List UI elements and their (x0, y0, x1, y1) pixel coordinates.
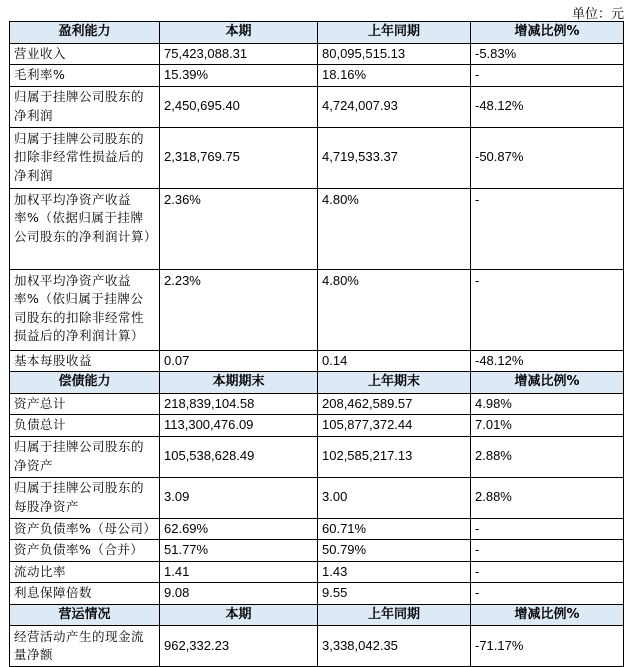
change-value: 4.98% (471, 393, 624, 415)
change-value: - (471, 583, 624, 605)
header-cell: 偿债能力 (10, 372, 160, 394)
change-value: 2.88% (471, 477, 624, 518)
table-row (10, 393, 624, 415)
row-label: 经营活动产生的现金流量净额 (10, 626, 160, 667)
row-label: 加权平均净资产收益率%（依归属于挂牌公司股东的扣除非经常性损益后的净利润计算） (10, 269, 160, 350)
current-value: 3.09 (160, 477, 318, 518)
header-cell: 上年期末 (318, 372, 471, 394)
prior-value: 4.80% (318, 269, 471, 350)
row-label: 利息保障倍数 (10, 583, 160, 605)
change-value: - (471, 540, 624, 562)
current-value: 2,450,695.40 (160, 86, 318, 127)
prior-value: 80,095,515.13 (318, 43, 471, 65)
table-row (10, 127, 624, 188)
header-cell: 上年同期 (318, 22, 471, 44)
current-value: 2.23% (160, 269, 318, 350)
header-cell: 本期 (160, 22, 318, 44)
row-label: 归属于挂牌公司股东的每股净资产 (10, 477, 160, 518)
table-row (10, 477, 624, 518)
header-cell: 盈利能力 (10, 22, 160, 44)
table-row (10, 188, 624, 269)
table-row (10, 350, 624, 372)
current-value: 1.41 (160, 561, 318, 583)
prior-value: 4,724,007.93 (318, 86, 471, 127)
row-label: 资产负债率%（合并） (10, 540, 160, 562)
prior-value: 1.43 (318, 561, 471, 583)
change-value: 2.88% (471, 436, 624, 477)
row-label: 加权平均净资产收益率%（依据归属于挂牌公司股东的净利润计算） (10, 188, 160, 269)
current-value: 0.07 (160, 350, 318, 372)
header-cell: 增减比例% (471, 372, 624, 394)
financial-indicators-table (9, 21, 624, 667)
current-value: 9.08 (160, 583, 318, 605)
change-value: 7.01% (471, 415, 624, 437)
current-value: 218,839,104.58 (160, 393, 318, 415)
table-row (10, 561, 624, 583)
prior-value: 9.55 (318, 583, 471, 605)
prior-value: 102,585,217.13 (318, 436, 471, 477)
current-value: 15.39% (160, 65, 318, 87)
current-value: 113,300,476.09 (160, 415, 318, 437)
header-cell: 本期期末 (160, 372, 318, 394)
change-value: - (471, 65, 624, 87)
change-value: -48.12% (471, 86, 624, 127)
change-value: - (471, 518, 624, 540)
row-label: 毛利率% (10, 65, 160, 87)
change-value: - (471, 188, 624, 269)
row-label: 负债总计 (10, 415, 160, 437)
prior-value: 50.79% (318, 540, 471, 562)
row-label: 资产负债率%（母公司） (10, 518, 160, 540)
row-label: 归属于挂牌公司股东的扣除非经常性损益后的净利润 (10, 127, 160, 188)
header-cell: 增减比例% (471, 604, 624, 626)
operation-header-row (10, 604, 624, 626)
table-row (10, 518, 624, 540)
row-label: 流动比率 (10, 561, 160, 583)
prior-value: 0.14 (318, 350, 471, 372)
prior-value: 60.71% (318, 518, 471, 540)
current-value: 51.77% (160, 540, 318, 562)
unit-label: 单位：元 (571, 7, 624, 22)
table-row (10, 43, 624, 65)
table-row (10, 583, 624, 605)
prior-value: 105,877,372.44 (318, 415, 471, 437)
prior-value: 18.16% (318, 65, 471, 87)
profit-header-row (10, 22, 624, 44)
header-cell: 营运情况 (10, 604, 160, 626)
current-value: 2.36% (160, 188, 318, 269)
change-value: - (471, 561, 624, 583)
current-value: 62.69% (160, 518, 318, 540)
prior-value: 3,338,042.35 (318, 626, 471, 667)
header-cell: 本期 (160, 604, 318, 626)
current-value: 75,423,088.31 (160, 43, 318, 65)
change-value: -5.83% (471, 43, 624, 65)
change-value: - (471, 269, 624, 350)
change-value: -50.87% (471, 127, 624, 188)
change-value: -48.12% (471, 350, 624, 372)
table-row (10, 626, 624, 667)
current-value: 105,538,628.49 (160, 436, 318, 477)
change-value: -71.17% (471, 626, 624, 667)
current-value: 962,332.23 (160, 626, 318, 667)
prior-value: 4.80% (318, 188, 471, 269)
prior-value: 3.00 (318, 477, 471, 518)
prior-value: 4,719,533.37 (318, 127, 471, 188)
row-label: 归属于挂牌公司股东的净资产 (10, 436, 160, 477)
prior-value: 208,462,589.57 (318, 393, 471, 415)
table-row (10, 415, 624, 437)
row-label: 营业收入 (10, 43, 160, 65)
header-cell: 上年同期 (318, 604, 471, 626)
row-label: 归属于挂牌公司股东的净利润 (10, 86, 160, 127)
table-row (10, 540, 624, 562)
table-row (10, 436, 624, 477)
table-row (10, 65, 624, 87)
current-value: 2,318,769.75 (160, 127, 318, 188)
table-row (10, 86, 624, 127)
header-cell: 增减比例% (471, 22, 624, 44)
row-label: 资产总计 (10, 393, 160, 415)
solvency-header-row (10, 372, 624, 394)
table-row (10, 269, 624, 350)
row-label: 基本每股收益 (10, 350, 160, 372)
